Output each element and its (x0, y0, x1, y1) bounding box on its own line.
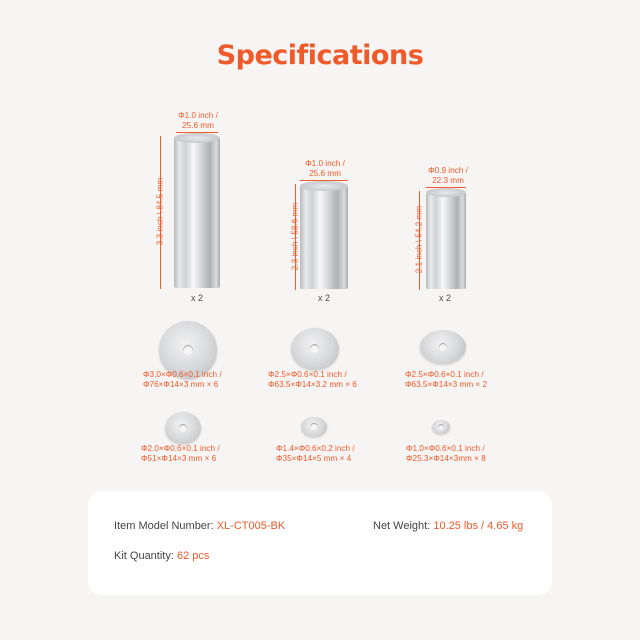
cylinder-3-body (426, 193, 466, 289)
net-weight: Net Weight: 10.25 lbs / 4.65 kg (373, 520, 524, 532)
cylinder-1-body (174, 138, 220, 288)
washer-6 (432, 420, 450, 434)
cylinder-3-diameter: Φ0.9 inch / 22.3 mm (428, 166, 468, 185)
cylinder-2-length: 2.3 inch \ 58.6 mm (290, 202, 300, 271)
kit-quantity: Kit Quantity: 62 pcs (114, 550, 210, 562)
item-model-number-value: XL-CT005-BK (216, 520, 286, 532)
cylinder-1-top (174, 133, 220, 143)
cylinder-3-qty: x 2 (438, 293, 451, 303)
washer-4-hole (179, 424, 187, 432)
washer-6-hole (438, 424, 444, 430)
cylinder-2-top (300, 181, 348, 191)
washer-4-label: Φ2.0×Φ0.6×0.1 inch / Φ51×Φ14×3 mm × 6 (141, 444, 220, 463)
cylinder-3-length: 2.1 inch \ 54.2 mm (414, 205, 424, 274)
washer-5 (301, 417, 327, 437)
kit-quantity-value: 62 pcs (176, 550, 210, 562)
cylinder-3-top (426, 188, 466, 197)
cylinder-2-body (300, 186, 348, 289)
washer-3-hole (439, 343, 447, 351)
washer-5-hole (310, 423, 318, 430)
washer-3 (420, 330, 466, 364)
washer-2-hole (310, 344, 319, 353)
washer-5-label: Φ1.4×Φ0.6×0.2 inch / Φ35×Φ14×5 mm × 4 (276, 444, 355, 463)
page-title: Specifications (216, 40, 424, 71)
washer-2 (291, 328, 339, 370)
cylinder-2-qty: x 2 (317, 293, 330, 303)
washer-6-label: Φ1.0×Φ0.6×0.1 inch / Φ25.3×Φ14×3mm × 8 (406, 444, 486, 463)
washer-2-label: Φ2.5×Φ0.6×0.1 inch / Φ63.5×Φ14×3.2 mm × 6 (268, 370, 357, 389)
cylinder-1-qty: x 2 (190, 293, 203, 303)
cylinder-2-diameter: Φ1.0 inch / 25.6 mm (305, 159, 345, 178)
washer-1-label: Φ3.0×Φ0.6×0.1 inch / Φ76×Φ14×3 mm × 6 (143, 370, 222, 389)
info-card (88, 491, 552, 595)
washer-4 (165, 412, 201, 444)
cylinder-1-diameter: Φ1.0 inch / 25.6 mm (178, 111, 218, 130)
net-weight-value: 10.25 lbs / 4.65 kg (433, 520, 524, 532)
item-model-number: Item Model Number: XL-CT005-BK (114, 520, 286, 532)
washer-3-label: Φ2.5×Φ0.6×0.1 inch / Φ63.5×Φ14×3 mm × 2 (405, 370, 488, 389)
cylinder-1-length: 3.3 inch \ 84.5 mm (155, 177, 165, 246)
washer-1-hole (183, 345, 193, 355)
